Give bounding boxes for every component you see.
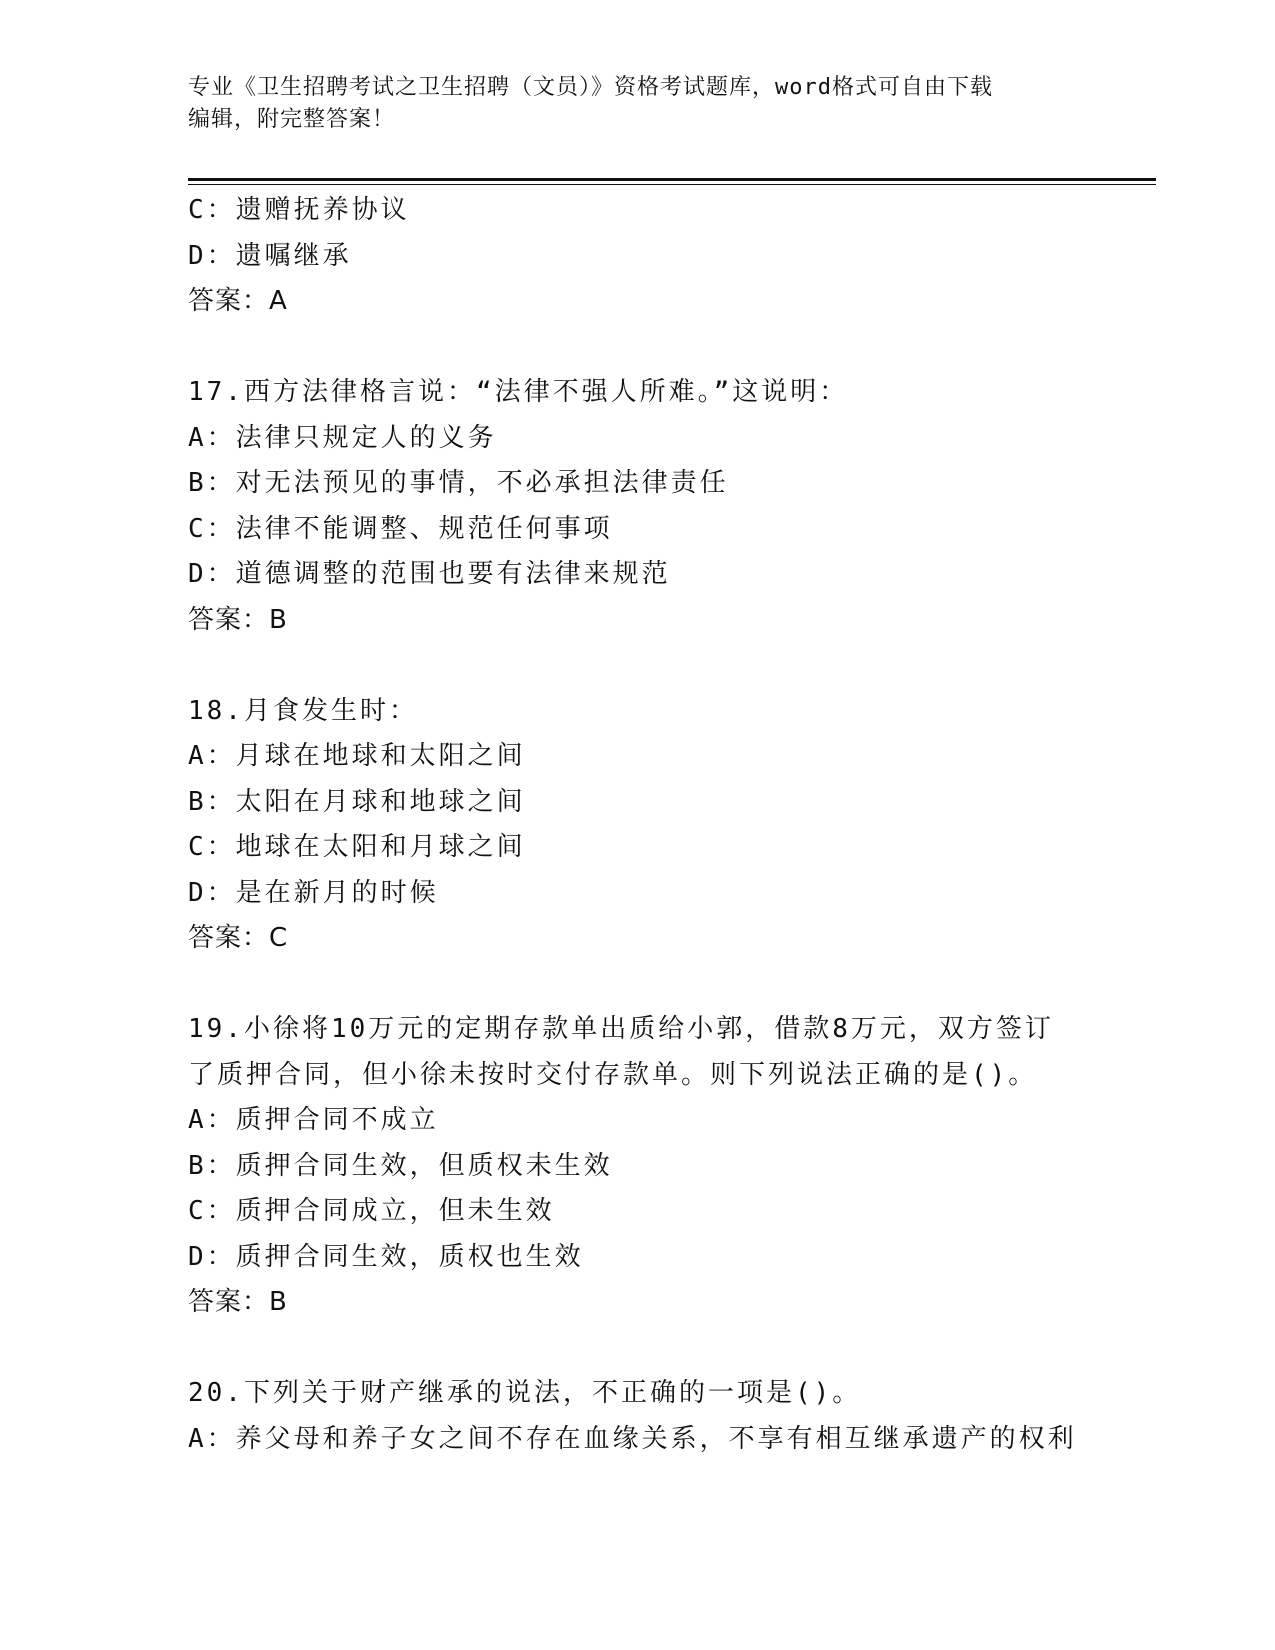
spacer — [188, 1326, 1088, 1372]
option-c: C：法律不能调整、规范任何事项 — [188, 513, 613, 544]
question-stem: 19.小徐将10万元的定期存款单出质给小郭，借款8万元，双方签订 — [188, 1014, 1054, 1044]
option-b: B：太阳在月球和地球之间 — [188, 786, 526, 817]
option-b: B：对无法预见的事情，不必承担法律责任 — [188, 468, 729, 498]
option-d: D：道德调整的范围也要有法律来规范 — [188, 559, 671, 589]
option-a: A：法律只规定人的义务 — [188, 422, 497, 453]
question-stem: 17.西方法律格言说：“法律不强人所难。”这说明： — [188, 377, 849, 407]
option-c: C：质押合同成立，但未生效 — [188, 1196, 555, 1226]
spacer — [188, 643, 1088, 689]
spacer — [188, 325, 1088, 371]
header-divider-thick — [188, 178, 1156, 181]
option-c: C：遗赠抚养协议 — [188, 195, 410, 225]
answer: 答案：B — [188, 1287, 288, 1317]
header-line-2: 编辑，附完整答案！ — [188, 107, 396, 132]
option-d: D：遗嘱继承 — [188, 240, 352, 271]
question-stem-continued: 了质押合同，但小徐未按时交付存款单。则下列说法正确的是()。 — [188, 1059, 1038, 1090]
spacer — [188, 962, 1088, 1008]
option-b: B：质押合同生效，但质权未生效 — [188, 1150, 613, 1181]
option-d: D：是在新月的时候 — [188, 877, 439, 908]
header-divider-thin — [188, 184, 1156, 185]
option-d: D：质押合同生效，质权也生效 — [188, 1241, 584, 1272]
option-a: A：月球在地球和太阳之间 — [188, 741, 526, 771]
question-list — [188, 188, 1088, 1462]
question-stem: 18.月食发生时： — [188, 695, 418, 726]
answer: 答案：A — [188, 286, 288, 316]
answer: 答案：B — [188, 604, 288, 635]
option-a: A：养父母和养子女之间不存在血缘关系，不享有相互继承遗产的权利 — [188, 1423, 1077, 1454]
header-line-1: 专业《卫生招聘考试之卫生招聘（文员）》资格考试题库，word格式可自由下载 — [188, 75, 993, 100]
document-header — [188, 72, 1088, 136]
option-c: C：地球在太阳和月球之间 — [188, 832, 526, 862]
answer: 答案：C — [188, 923, 289, 953]
option-a: A：质押合同不成立 — [188, 1105, 439, 1135]
question-stem: 20.下列关于财产继承的说法，不正确的一项是()。 — [188, 1378, 862, 1408]
